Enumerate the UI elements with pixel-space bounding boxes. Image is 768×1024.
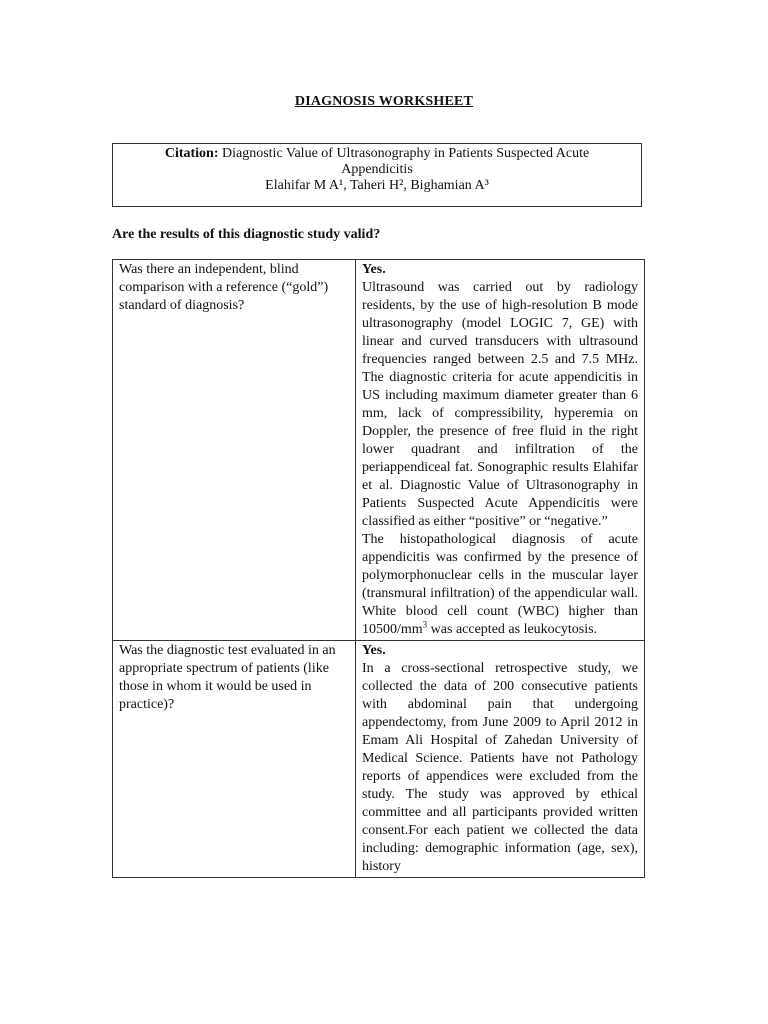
table-row — [113, 260, 645, 641]
answer-cell — [356, 641, 645, 878]
citation-box — [112, 143, 642, 207]
citation-authors: Elahifar M A¹, Taheri H², Bighamian A³ — [265, 178, 489, 193]
answer-paragraph-2 — [362, 531, 638, 639]
table-row — [113, 641, 645, 878]
answer-paragraph: In a cross-sectional retrospective study, we collected the data of 200 consecutive patients with abdominal pain that undergoing appendectomy, from June 2009 to April 2012 in Emam Ali Hospital of Zahedan University of Medical Science. Patients have not Pathology reports of appendices were excluded from the study. The study was approved by ethical committee and all participants provided written consent.For each patient we collected the data including: demographic information (age, sex), history — [362, 661, 638, 874]
citation-title-2: Appendicitis — [341, 162, 413, 177]
citation-title-line — [113, 146, 641, 162]
page-title: DIAGNOSIS WORKSHEET — [294, 94, 474, 109]
question-cell: Was the diagnostic test evaluated in an appropriate spectrum of patients (like those in whom it would be used in practice)? — [113, 641, 356, 878]
answer-label: Yes. — [362, 643, 386, 658]
answer-text: was accepted as leukocytosis. — [427, 622, 598, 637]
section-question: Are the results of this diagnostic study valid? — [112, 227, 381, 242]
answer-paragraph: Ultrasound was carried out by radiology residents, by the use of high-resolution B mode ultrasonography (model LOGIC 7, GE) with linear and curved transducers with ultrasound frequencies ranged between 2.5 and 7.5 MHz. The diagnostic criteria for acute appendicitis in US including maximum diameter greater than 6 mm, lack of compressibility, hyperemia on Doppler, the presence of free fluid in the right lower quadrant and infiltration of the periappendiceal fat. Sonographic results Elahifar et al. Diagnostic Value of Ultrasonography in Patients Suspected Acute Appendicitis were classified as either “positive” or “negative.” — [362, 280, 638, 529]
answer-cell — [356, 260, 645, 641]
worksheet-table — [112, 259, 645, 878]
citation-title-1: Diagnostic Value of Ultrasonography in Patients Suspected Acute — [222, 146, 590, 161]
citation-label: Citation: — [164, 146, 219, 161]
question-cell: Was there an independent, blind comparison with a reference (“gold”) standard of diagnosis? — [113, 260, 356, 641]
superscript: 3 — [422, 619, 428, 630]
answer-text: The histopathological diagnosis of acute appendicitis was confirmed by the presence of polymorphonuclear cells in the muscular layer (transmural infiltration) of the appendicular wall. White blood cell count (WBC) higher than 10500/mm — [362, 532, 638, 637]
answer-label: Yes. — [362, 262, 386, 277]
